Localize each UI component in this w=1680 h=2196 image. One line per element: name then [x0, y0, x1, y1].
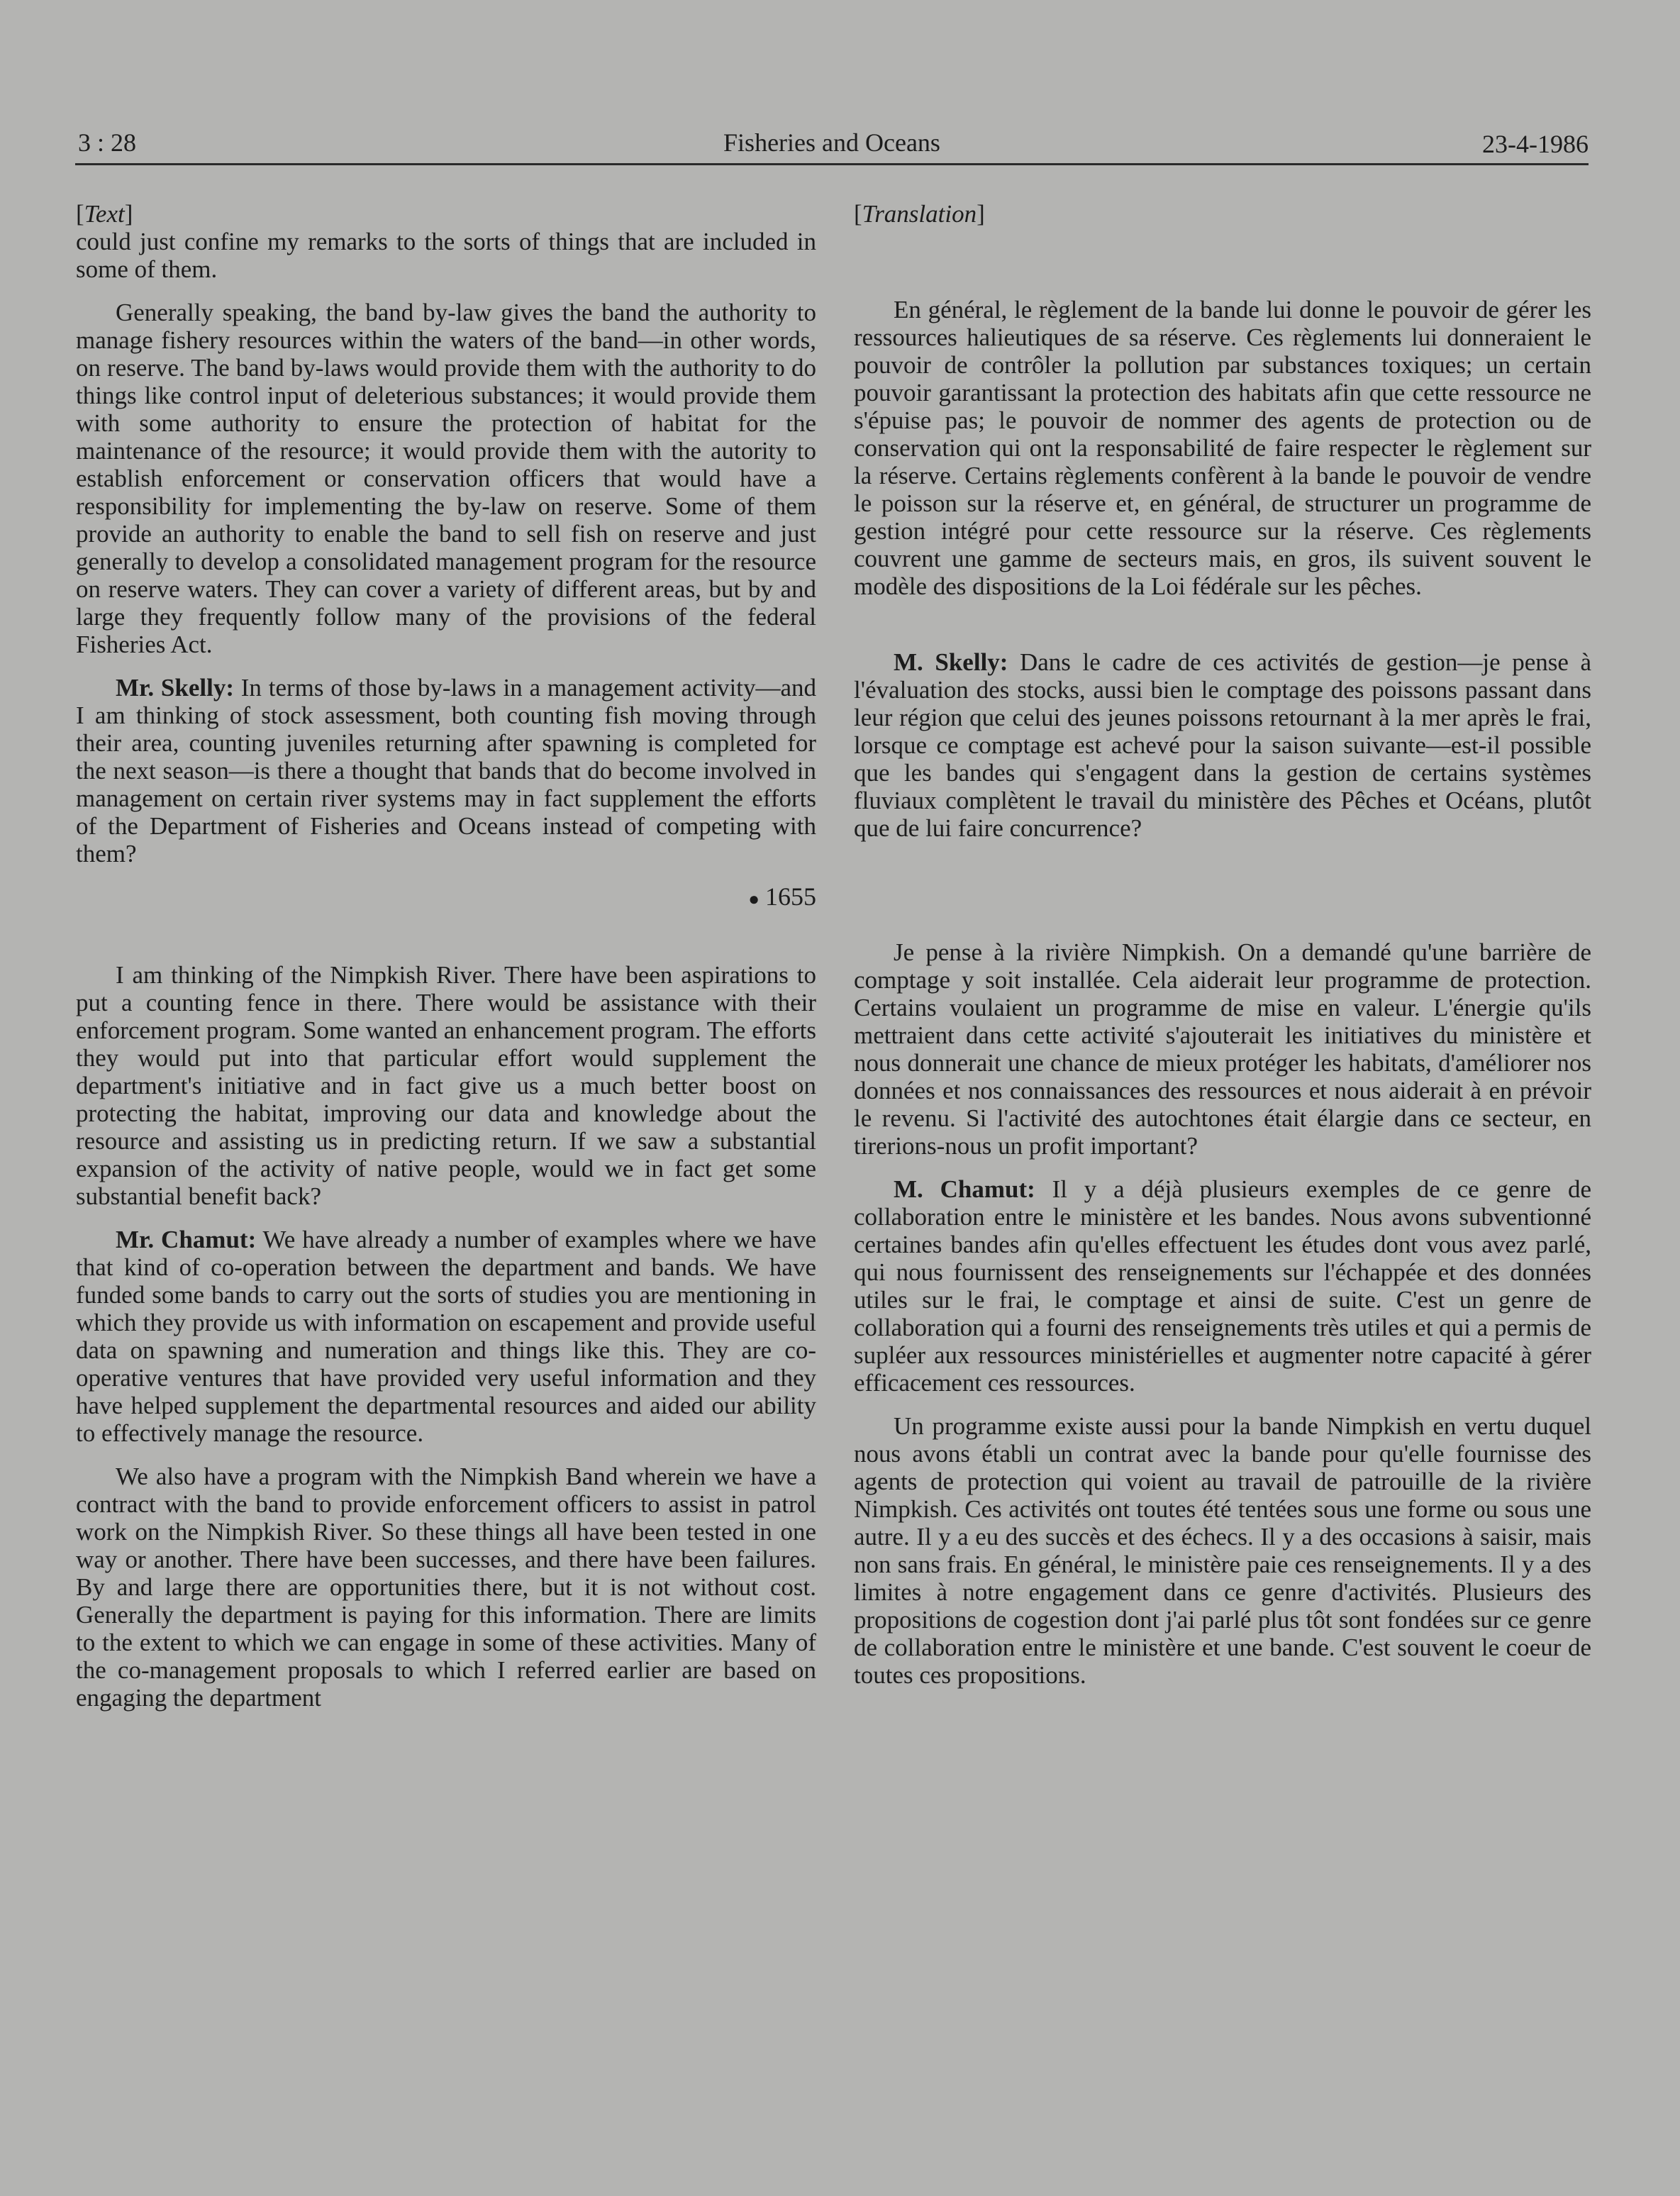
page-header	[75, 128, 1589, 163]
french-column	[854, 200, 1591, 1689]
speaker-name: Mr. Chamut:	[116, 1226, 257, 1254]
speech-text: Dans le cadre de ces activités de gestion—je pense à l'évaluation des stocks, aussi bien le comptage des poissons passant dans leur région que celui des jeunes poissons retournant à la mer après le frai, lorsque ce comptage est achevé pour la saison suivante—est-il possible que les bandes qui s'engagent dans la gestion de certains systèmes fluviaux complètent le travail du ministère des Pêches et Océans, plutôt que de lui faire concurrence?	[854, 648, 1592, 842]
section-tag: [Text]	[76, 200, 133, 228]
paragraph: could just confine my remarks to the sorts of things that are included in some of them.	[76, 228, 816, 283]
english-column	[76, 200, 816, 1712]
speech-text: We have already a number of examples where we have that kind of co-operation between the department and bands. We have funded some bands to carry out the sorts of studies you are mentioning in which they provide us with information on escapement and provide useful data on spawning and numeration and things like this. They are co-operative ventures that have provided very useful information and they have helped supplement the departmental resources and aided our ability to effectively manage the resource.	[76, 1226, 816, 1448]
page-date: 23-4-1986	[1482, 130, 1589, 158]
paragraph: En général, le règlement de la bande lui donne le pouvoir de gérer les ressources halieutiques de sa réserve. Ces règlements lui donneraient le pouvoir de contrôler la pollution par substances toxiques; un certain pouvoir garantissant la protection des habitats afin que cette ressource ne s'épuise pas; le pouvoir de nommer des agents de protection ou de conservation qui ont la responsabilité de faire respecter le règlement sur la réserve. Certains règlements confèrent à la bande le pouvoir de vendre le poisson sur la réserve et, en général, de structurer un programme de gestion intégré pour cette ressource sur la réserve. Ces règlements couvrent une gamme de secteurs mais, en gros, ils suivent souvent le modèle des dispositions de la Loi fédérale sur les pêches.	[854, 296, 1591, 600]
speech-paragraph	[854, 648, 1591, 842]
speech-text: In terms of those by-laws in a management activity—and I am thinking of stock assessment, both counting fish moving through their area, counting juveniles returning after spawning is completed for the next season—is there a thought that bands that do become involved in management on certain river systems may in fact supplement the efforts of the Department of Fisheries and Oceans instead of competing with them?	[76, 674, 816, 867]
speaker-name: M. Chamut:	[894, 1175, 1035, 1203]
speaker-name: Mr. Skelly:	[116, 674, 234, 702]
paragraph: We also have a program with the Nimpkish Band wherein we have a contract with the band to provide enforcement officers to assist in patrol work on the Nimpkish River. So these things all have been tested in one way or another. There have been successes, and there have been failures. By and large there are opportunities there, but it is not without cost. Generally the department is paying for this information. There are limits to the extent to which we can engage in some of these activities. Many of the co-management proposals to which I referred earlier are based on engaging the department	[76, 1463, 816, 1712]
speech-text: Il y a déjà plusieurs exemples de ce genre de collaboration entre le ministère et les bandes. Nous avons subventionné certaines bandes afin qu'elles effectuent les études dont vous avez parlé, qui nous fournissent des renseignements sur l'échappée et des données utiles sur le frai, le comptage et ainsi de suite. C'est un genre de collaboration qui a fourni des renseignements très utiles et qui a permis de supléer aux ressources ministérielles et augmenter notre capacité à gérer efficacement ces ressources.	[854, 1175, 1592, 1397]
paragraph: Un programme existe aussi pour la bande Nimpkish en vertu duquel nous avons établi un contrat avec la bande pour qu'elle fournisse des agents de protection qui voient au travail de patrouille de la rivière Nimpkish. Ces activités ont toutes été tentées sous une forme ou sous une autre. Il y a eu des succès et des échecs. Il y a des occasions à saisir, mais non sans frais. En général, le ministère paie ces renseignements. Il y a des limites à notre engagement dans ce genre d'activités. Plusieurs des propositions de cogestion dont j'ai parlé plus tôt sont fondées sur ce genre de collaboration entre le ministère et une bande. C'est souvent le coeur de toutes ces propositions.	[854, 1412, 1591, 1689]
paragraph: Generally speaking, the band by-law gives the band the authority to manage fishery resources within the waters of the band—in other words, on reserve. The band by-laws would provide them with the authority to do things like control input of deleterious substances; it would provide them with some authority to ensure the protection of habitat for the maintenance of the resource; it would provide them with the autority to establish enforcement or conservation officers that would have a responsibility for implementing the by-law on reserve. Some of them provide an authority to enable the band to sell fish on reserve and just generally to develop a consolidated management program for the resource on reserve waters. They can cover a variety of different areas, but by and large they frequently follow many of the provisions of the federal Fisheries Act.	[76, 299, 816, 658]
section-tag: [Translation]	[854, 200, 985, 228]
paragraph: I am thinking of the Nimpkish River. There have been aspirations to put a counting fence in there. There would be assistance with their enforcement program. Some wanted an enhancement program. The efforts they would put into that particular effort would supplement the department's initiative and in fact give us a much better boost on protecting the habitat, improving our data and knowledge about the resource and assisting us in predicting return. If we saw a substantial expansion of the activity of native people, would we in fact get some substantial benefit back?	[76, 961, 816, 1211]
time-marker: ● 1655	[748, 882, 816, 911]
speaker-name: M. Skelly:	[894, 648, 1008, 676]
page-number: 3 : 28	[78, 128, 137, 157]
bullet-icon: ●	[748, 889, 760, 910]
page-title: Fisheries and Oceans	[723, 128, 940, 157]
speech-paragraph	[854, 1175, 1591, 1397]
speech-paragraph	[76, 674, 816, 867]
paragraph: Je pense à la rivière Nimpkish. On a demandé qu'une barrière de comptage y soit installée. Cela aiderait leur programme de protection. Certains voulaient un programme de mise en valeur. L'énergie qu'ils mettraient dans cette activité s'ajouterait les initiatives du ministère et nous donnerait une chance de mieux protéger les habitats, d'améliorer nos données et nos connaissances des ressources et nous aiderait à en prévoir le revenu. Si l'activité des autochtones était élargie dans ce secteur, en tirerions-nous un profit important?	[854, 938, 1591, 1160]
speech-paragraph	[76, 1226, 816, 1447]
header-rule	[75, 163, 1589, 165]
